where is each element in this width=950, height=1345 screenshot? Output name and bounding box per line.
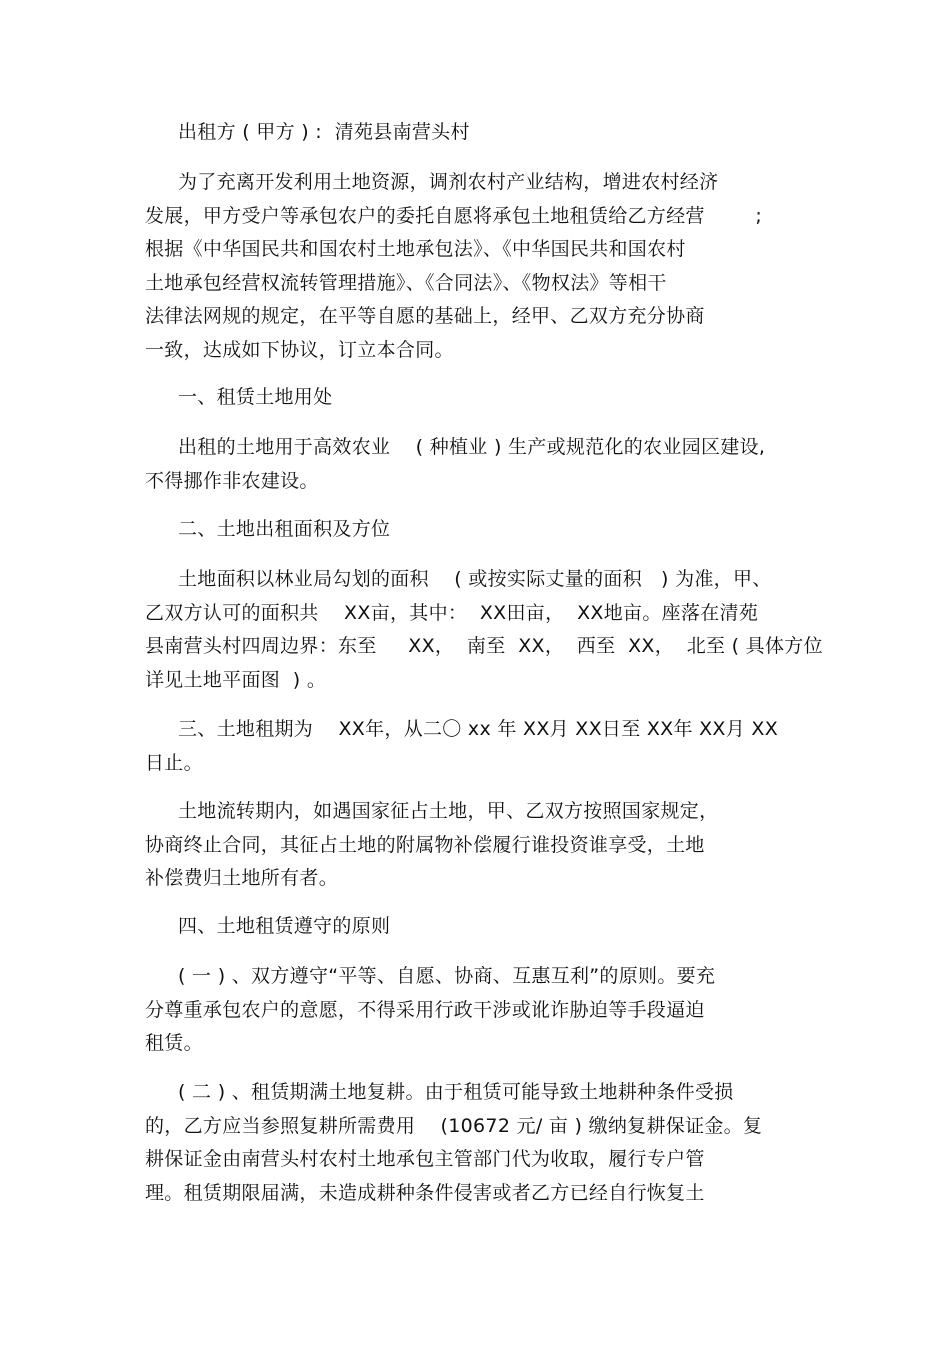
text-line: 四、土地租赁遵守的原则 [178,915,391,937]
text-line: 分尊重承包农户的意愿，不得采用行政干涉或讹诈胁迫等手段逼迫 [145,998,705,1021]
text-line: 一致，达成如下协议，订立本合同。 [145,338,454,361]
text-line: 日止。 [145,751,203,774]
text-line: 补偿费归土地所有者。 [145,867,339,889]
text-line: 县南营头村四周边界：东至 XX， 南至 XX， 西至 XX， 北至 ( 具体方位 [145,635,823,657]
text-line: 发展，甲方受户等承包农户的委托自愿将承包土地租赁给乙方经营 ; [145,204,763,227]
text-line: 三、土地租期为 XX年，从二〇 xx 年 XX月 XX日至 XX年 XX月 XX [178,718,779,740]
text-line: 租赁。 [145,1032,203,1054]
text-line: 理。租赁期限届满，未造成耕种条件侵害或者乙方已经自行恢复土 [145,1181,705,1204]
text-line: 乙双方认可的面积共 XX亩，其中： XX田亩， XX地亩。座落在清苑 [145,601,759,624]
text-line: 详见土地平面图 ) 。 [145,668,327,691]
text-line: 出租的土地用于高效农业 ( 种植业 ) 生产或规范化的农业园区建设, [178,436,766,458]
text-line: 一、租赁土地用处 [178,386,333,408]
text-line: 为了充离开发利用土地资源，调剂农村产业结构，增进农村经济 [178,171,719,193]
text-line: 土地流转期内，如遇国家征占土地，甲、乙双方按照国家规定， [178,800,719,822]
text-line: ( 一 ) 、双方遵守“平等、自愿、协商、互惠互利”的原则。要充 [178,965,716,987]
text-line: 土地承包经营权流转管理措施》、《合同法》、《物权法》等相干 [145,271,667,294]
text-line: 耕保证金由南营头村农村土地承包主管部门代为收取，履行专户管 [145,1148,705,1170]
text-line: 不得挪作非农建设。 [145,469,319,492]
text-line: 二、土地出租面积及方位 [178,518,391,540]
text-line: 协商终止合同，其征占土地的附属物补偿履行谁投资谁享受，土地 [145,833,705,856]
text-line: 土地面积以林业局勾划的面积 ( 或按实际丈量的面积 ) 为准，甲、 [178,568,772,590]
text-line: 法律法网规的规定，在平等自愿的基础上，经甲、乙双方充分协商 [145,305,705,327]
text-line: 出租方 ( 甲方 ) : 清苑县南营头村 [178,121,470,143]
text-line: 的，乙方应当参照复耕所需费用 (10672 元/ 亩 ) 缴纳复耕保证金。复 [145,1114,763,1137]
text-line: 根据《中华国民共和国农村土地承包法》、《中华国民共和国农村 [145,238,686,260]
text-line: ( 二 ) 、租赁期满土地复耕。由于租赁可能导致土地耕种条件受损 [178,1081,734,1103]
